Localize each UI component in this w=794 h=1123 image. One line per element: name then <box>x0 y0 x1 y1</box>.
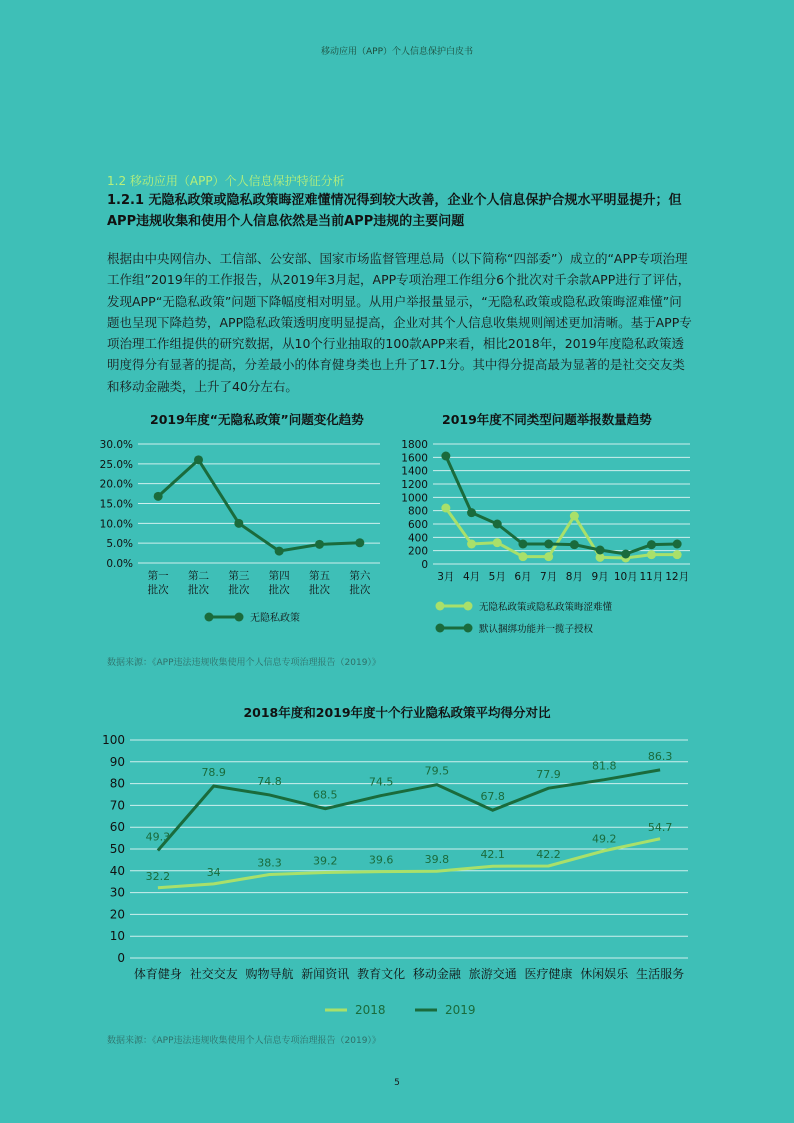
x-tick-label: 12月 <box>665 571 690 583</box>
x-tick-label: 3月 <box>437 571 455 583</box>
y-tick-label: 600 <box>407 519 428 531</box>
data-point <box>493 538 502 547</box>
data-point <box>596 546 605 555</box>
data-point <box>570 540 579 549</box>
y-tick-label: 400 <box>407 532 428 545</box>
legend-label: 默认捆绑功能并一揽子授权 <box>479 624 594 635</box>
x-tick-label: 休闲娱乐 <box>580 967 629 981</box>
data-point <box>570 512 579 521</box>
x-tick-label: 第二批次 <box>188 570 209 596</box>
y-tick-label: 90 <box>109 754 125 769</box>
data-point <box>355 538 364 547</box>
x-tick-label: 购物导航 <box>245 967 294 981</box>
data-point <box>493 520 502 529</box>
data-point <box>441 452 450 461</box>
series-line-0 <box>158 839 660 888</box>
data-point <box>275 547 284 556</box>
data-point <box>647 540 656 549</box>
data-point <box>647 550 656 559</box>
data-source-top: 数据来源：《APP违法违规收集使用个人信息专项治理报告（2019）》 <box>107 658 381 668</box>
x-tick-label: 9月 <box>591 571 609 583</box>
page-number: 5 <box>394 1078 400 1088</box>
data-point <box>518 540 527 549</box>
data-label: 68.5 <box>313 788 338 802</box>
x-tick-label: 教育文化 <box>357 967 406 981</box>
y-tick-label: 30.0% <box>100 439 133 451</box>
y-tick-label: 60 <box>109 820 125 835</box>
data-label: 34 <box>206 865 221 879</box>
x-tick-label: 10月 <box>613 571 638 583</box>
x-tick-label: 第三批次 <box>228 570 250 596</box>
y-tick-label: 30 <box>109 885 125 900</box>
data-point <box>544 540 553 549</box>
data-label: 67.8 <box>480 790 505 804</box>
x-tick-label: 移动金融 <box>412 967 461 981</box>
data-label: 39.2 <box>313 854 338 868</box>
legend-marker <box>436 624 445 633</box>
data-label: 81.8 <box>592 759 617 773</box>
legend-label: 无隐私政策或隐私政策晦涩难懂 <box>479 602 613 613</box>
y-tick-label: 70 <box>109 798 125 813</box>
section-subtitle: 1.2.1 无隐私政策或隐私政策晦涩难懂情况得到较大改善，企业个人信息保护合规水平明显提升；但APP违规收集和使用个人信息依然是当前APP违规的主要问题 <box>107 193 682 229</box>
y-tick-label: 1200 <box>401 479 428 491</box>
legend-label: 无隐私政策 <box>250 613 300 624</box>
y-tick-label: 1600 <box>401 452 428 465</box>
section-title: 1.2 移动应用（APP）个人信息保护特征分析 <box>107 174 345 188</box>
y-tick-label: 0 <box>117 951 125 965</box>
x-tick-label: 第四批次 <box>268 570 290 596</box>
y-tick-label: 800 <box>407 505 428 518</box>
y-tick-label: 10.0% <box>100 518 133 531</box>
y-tick-label: 20.0% <box>100 478 133 491</box>
y-tick-label: 15.0% <box>100 498 133 511</box>
data-label: 42.1 <box>480 848 505 862</box>
data-label: 78.9 <box>201 765 226 779</box>
y-tick-label: 1400 <box>401 465 428 478</box>
chart1-no-privacy-policy-trend <box>100 430 390 630</box>
data-label: 54.7 <box>647 820 673 834</box>
legend-marker <box>464 624 473 633</box>
data-point <box>154 492 163 501</box>
data-point <box>194 455 203 464</box>
data-point <box>544 552 553 561</box>
y-tick-label: 10 <box>109 929 125 944</box>
data-label: 32.2 <box>145 869 171 883</box>
data-label: 39.8 <box>424 853 450 867</box>
y-tick-label: 0.0% <box>106 558 133 570</box>
chart2-complaint-trend <box>395 430 695 640</box>
data-point <box>621 550 630 559</box>
data-label: 39.6 <box>368 853 394 867</box>
data-label: 38.3 <box>257 856 282 870</box>
y-tick-label: 40 <box>109 863 125 878</box>
data-point <box>234 519 243 528</box>
body-paragraph: 根据由中央网信办、工信部、公安部、国家市场监督管理总局（以下简称“四部委”）成立的“APP专项治理工作组”2019年的工作报告，从2019年3月起，APP专项治理工作组分6个批次对千余款APP进行了评估，发现APP“无隐私政策”问题下降幅度相对明显。从用户举报量显示，“无隐私政策或隐私政策晦涩难懂”问题也呈现下降趋势，APP隐私政策透明度明显提高，企业对其个人信息收集规则阐述更加清晰。基于APP专项治理工作组提供的研究数据，从10个行业抽取的100款APP来看，相比2018年，2019年度隐私政策透明度得分有显著的提高，分差最小的体育健身类也上升了17.1分。其中得分提高最为显著的是社交交友类和移动金融类，上升了40分左右。 <box>107 251 692 394</box>
x-tick-label: 5月 <box>488 571 506 583</box>
data-point <box>467 508 476 517</box>
data-label: 49.3 <box>145 830 171 844</box>
series-line-0 <box>158 460 360 551</box>
x-tick-label: 新闻资讯 <box>301 967 350 981</box>
data-label: 79.5 <box>424 764 450 778</box>
x-tick-label: 旅游交通 <box>468 967 517 981</box>
data-label: 74.8 <box>257 774 282 788</box>
data-label: 77.9 <box>536 768 561 782</box>
data-point <box>518 552 527 561</box>
x-tick-label: 7月 <box>540 571 558 583</box>
y-tick-label: 50 <box>109 842 125 856</box>
x-tick-label: 4月 <box>462 571 481 583</box>
data-source-bottom: 数据来源：《APP违法违规收集使用个人信息专项治理报告（2019）》 <box>107 1036 381 1046</box>
y-tick-label: 100 <box>102 733 125 747</box>
x-tick-label: 11月 <box>639 571 664 583</box>
legend-marker <box>464 602 473 611</box>
x-tick-label: 医疗健康 <box>524 967 573 981</box>
y-tick-label: 5.0% <box>106 538 133 551</box>
x-tick-label: 生活服务 <box>636 967 685 981</box>
y-tick-label: 1000 <box>401 492 428 505</box>
y-tick-label: 25.0% <box>100 458 133 471</box>
data-label: 74.5 <box>368 775 394 789</box>
legend-label: 2019 <box>445 1003 476 1017</box>
chart3-industry-score-comparison <box>100 725 700 1025</box>
x-tick-label: 8月 <box>565 571 583 583</box>
y-tick-label: 80 <box>109 776 125 791</box>
x-tick-label: 第五批次 <box>309 570 330 596</box>
series-line-1 <box>158 770 660 851</box>
data-point <box>441 504 450 513</box>
y-tick-label: 20 <box>109 907 125 922</box>
x-tick-label: 社交交友 <box>189 967 238 981</box>
legend-marker <box>205 613 214 622</box>
x-tick-label: 第六批次 <box>349 570 371 596</box>
chart3-title: 2018年度和2019年度十个行业隐私政策平均得分对比 <box>243 705 551 720</box>
legend-marker <box>436 602 445 611</box>
data-label: 49.2 <box>592 832 617 846</box>
chart2-title: 2019年度不同类型问题举报数量趋势 <box>442 412 652 427</box>
running-header: 移动应用（APP）个人信息保护白皮书 <box>320 47 473 57</box>
legend-marker <box>235 613 244 622</box>
y-tick-label: 0 <box>421 559 428 571</box>
data-point <box>467 540 476 549</box>
data-point <box>315 540 324 549</box>
data-label: 86.3 <box>647 749 673 763</box>
x-tick-label: 第一批次 <box>147 570 169 596</box>
data-point <box>673 540 682 549</box>
y-tick-label: 200 <box>407 545 428 558</box>
legend-label: 2018 <box>355 1003 386 1017</box>
x-tick-label: 体育健身 <box>133 967 182 981</box>
chart1-title: 2019年度“无隐私政策”问题变化趋势 <box>150 412 364 427</box>
y-tick-label: 1800 <box>401 439 428 451</box>
x-tick-label: 6月 <box>514 571 532 583</box>
data-point <box>673 550 682 559</box>
data-label: 42.2 <box>536 848 561 862</box>
